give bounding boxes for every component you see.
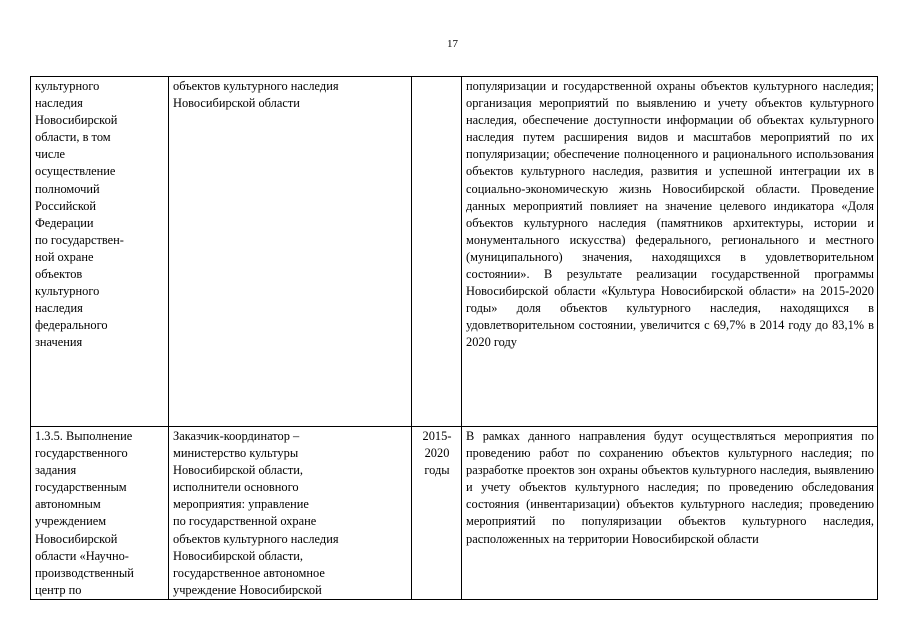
program-table [30,76,878,600]
expected-result-cell: В рамках данного направления будут осуществляться мероприятия по проведению работ по сохранению объектов культурного наследия; по разработке проектов зон охраны объектов культурного наследия, выявлению и учету объектов культурного наследия; по проведению обследования состояния (инвентаризации) объектов культурного наследия; проведению мероприятий по популяризации объектов культурного наследия, расположенных на территории Новосибирской области [462,427,878,600]
activity-name-cell: культурного наследия Новосибирской области, в том числе осуществление полномочий Российской Федерации по государствен- ной охране объектов культурного наследия федерального значения [31,77,169,427]
table-row [31,77,878,427]
activity-name-cell: 1.3.5. Выполнение государственного задания государственным автономным учреждением Новосибирской области «Научно- производственный центр по [31,427,169,600]
responsible-cell: Заказчик-координатор – министерство культуры Новосибирской области, исполнители основного мероприятия: управление по государственной охране объектов культурного наследия Новосибирской области, государственное автономное учреждение Новосибирской [169,427,412,600]
expected-result-cell: популяризации и государственной охраны объектов культурного наследия; организация мероприятий по выявлению и учету объектов культурного наследия, обеспечение доступности информации об объектах культурного наследия путем расширения видов и масштабов мероприятий по их популяризации; обеспечение полноценного и рационального использования объектов культурного наследия, развития и успешной интеграции их в социально-экономическую жизнь Новосибирской области. Проведение данных мероприятий повлияет на значение целевого индикатора «Доля объектов культурного наследия (памятников архитектуры, истории и монументального искусства) федерального, регионального и местного (муниципального) значения, находящихся в удовлетворительном состоянии». В результате реализации государственной программы Новосибирской области «Культура Новосибирской области» на 2015-2020 годы» доля объектов культурного наследия, находящихся в удовлетворительном состоянии, увеличится с 69,7% в 2014 году до 83,1% в 2020 году [462,77,878,427]
page-number: 17 [447,38,458,50]
period-cell: 2015- 2020 годы [412,427,462,600]
table-row [31,427,878,600]
responsible-cell: объектов культурного наследия Новосибирской области [169,77,412,427]
period-cell [412,77,462,427]
